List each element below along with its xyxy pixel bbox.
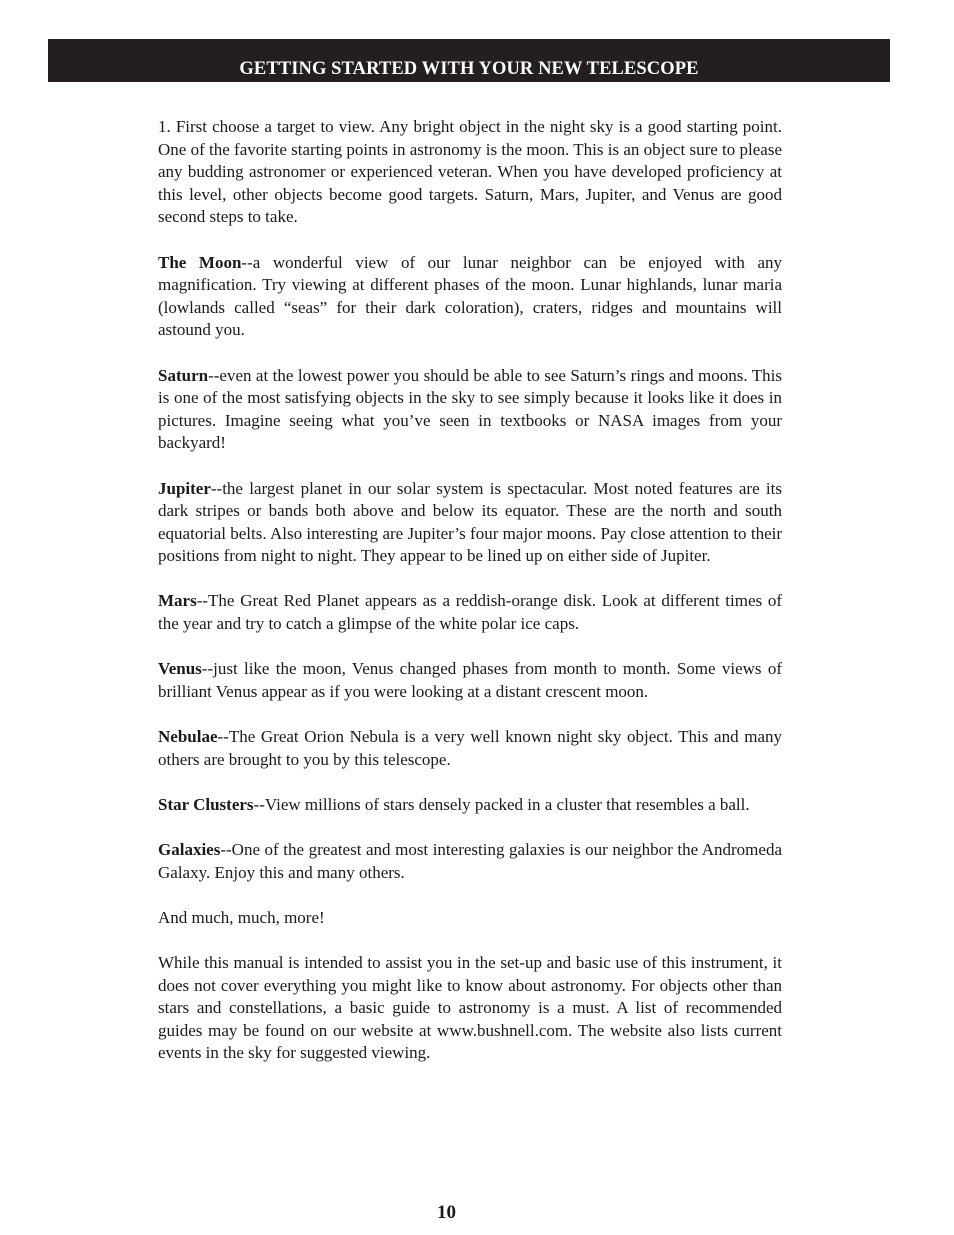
star-clusters-paragraph <box>158 794 782 817</box>
nebulae-paragraph <box>158 726 782 771</box>
galaxies-text: --One of the greatest and most interesting galaxies is our neighbor the Andromeda Galaxy. Enjoy this and many others. <box>158 840 782 882</box>
star-clusters-term: Star Clusters <box>158 794 254 814</box>
body-content <box>158 116 782 1088</box>
venus-text: --just like the moon, Venus changed phases from month to month. Some views of brilliant Venus appear as if you were looking at a distant crescent moon. <box>158 659 782 701</box>
mars-text: --The Great Red Planet appears as a reddish-orange disk. Look at different times of the year and try to catch a glimpse of the white polar ice caps. <box>158 591 782 634</box>
section-title: GETTING STARTED WITH YOUR NEW TELESCOPE <box>239 58 699 79</box>
moon-paragraph <box>158 252 782 342</box>
saturn-text: --even at the lowest power you should be able to see Saturn’s rings and moons. This is one of the most satisfying objects in the sky to see simply because it looks like it does in pictures. Imagine seeing what you’ve seen in textbooks or NASA images from your backyard! <box>158 365 782 453</box>
nebulae-term: Nebulae <box>158 727 218 747</box>
saturn-term: Saturn <box>158 365 209 385</box>
venus-term: Venus <box>158 659 202 679</box>
moon-term: The Moon <box>158 252 242 272</box>
page-number: 10 <box>437 1202 456 1223</box>
jupiter-paragraph <box>158 478 782 568</box>
galaxies-paragraph <box>158 839 782 884</box>
galaxies-term: Galaxies <box>158 840 221 859</box>
venus-paragraph <box>158 658 782 703</box>
closing-paragraph: While this manual is intended to assist you in the set-up and basic use of this instrument, it does not cover everything you might like to know about astronomy. For objects other than stars and constellations, a basic guide to astronomy is a must. A list of recommended guides may be found on our website at www.bushnell.com. The website also lists current events in the sky for suggested viewing. <box>158 952 782 1063</box>
moon-text: --a wonderful view of our lunar neighbor can be enjoyed with any magnification. Try viewing at different phases of the moon. Lunar highlands, lunar maria (lowlands called “seas” for their dark coloration), craters, ridges and mountains will astound you. <box>158 252 782 340</box>
mars-term: Mars <box>158 591 197 611</box>
nebulae-text: --The Great Orion Nebula is a very well known night sky object. This and many others are brought to you by this telescope. <box>158 727 782 769</box>
jupiter-term: Jupiter <box>158 478 211 498</box>
section-header-bar <box>48 39 890 82</box>
jupiter-text: --the largest planet in our solar system is spectacular. Most noted features are its dark stripes or bands both above and below its equator. These are the north and south equatorial belts. Also interesting are Jupiter’s four major moons. Pay close attention to their positions from night to night. They appear to be lined up on either side of Jupiter. <box>158 478 782 566</box>
more-paragraph: And much, much, more! <box>158 907 325 927</box>
saturn-paragraph <box>158 365 782 455</box>
intro-paragraph: 1. First choose a target to view. Any bright object in the night sky is a good starting point. One of the favorite starting points in astronomy is the moon. This is an object sure to please any budding astronomer or experienced veteran. When you have developed proficiency at this level, other objects become good targets. Saturn, Mars, Jupiter, and Venus are good second steps to take. <box>158 117 782 227</box>
star-clusters-text: --View millions of stars densely packed in a cluster that resembles a ball. <box>253 794 750 814</box>
mars-paragraph <box>158 590 782 635</box>
